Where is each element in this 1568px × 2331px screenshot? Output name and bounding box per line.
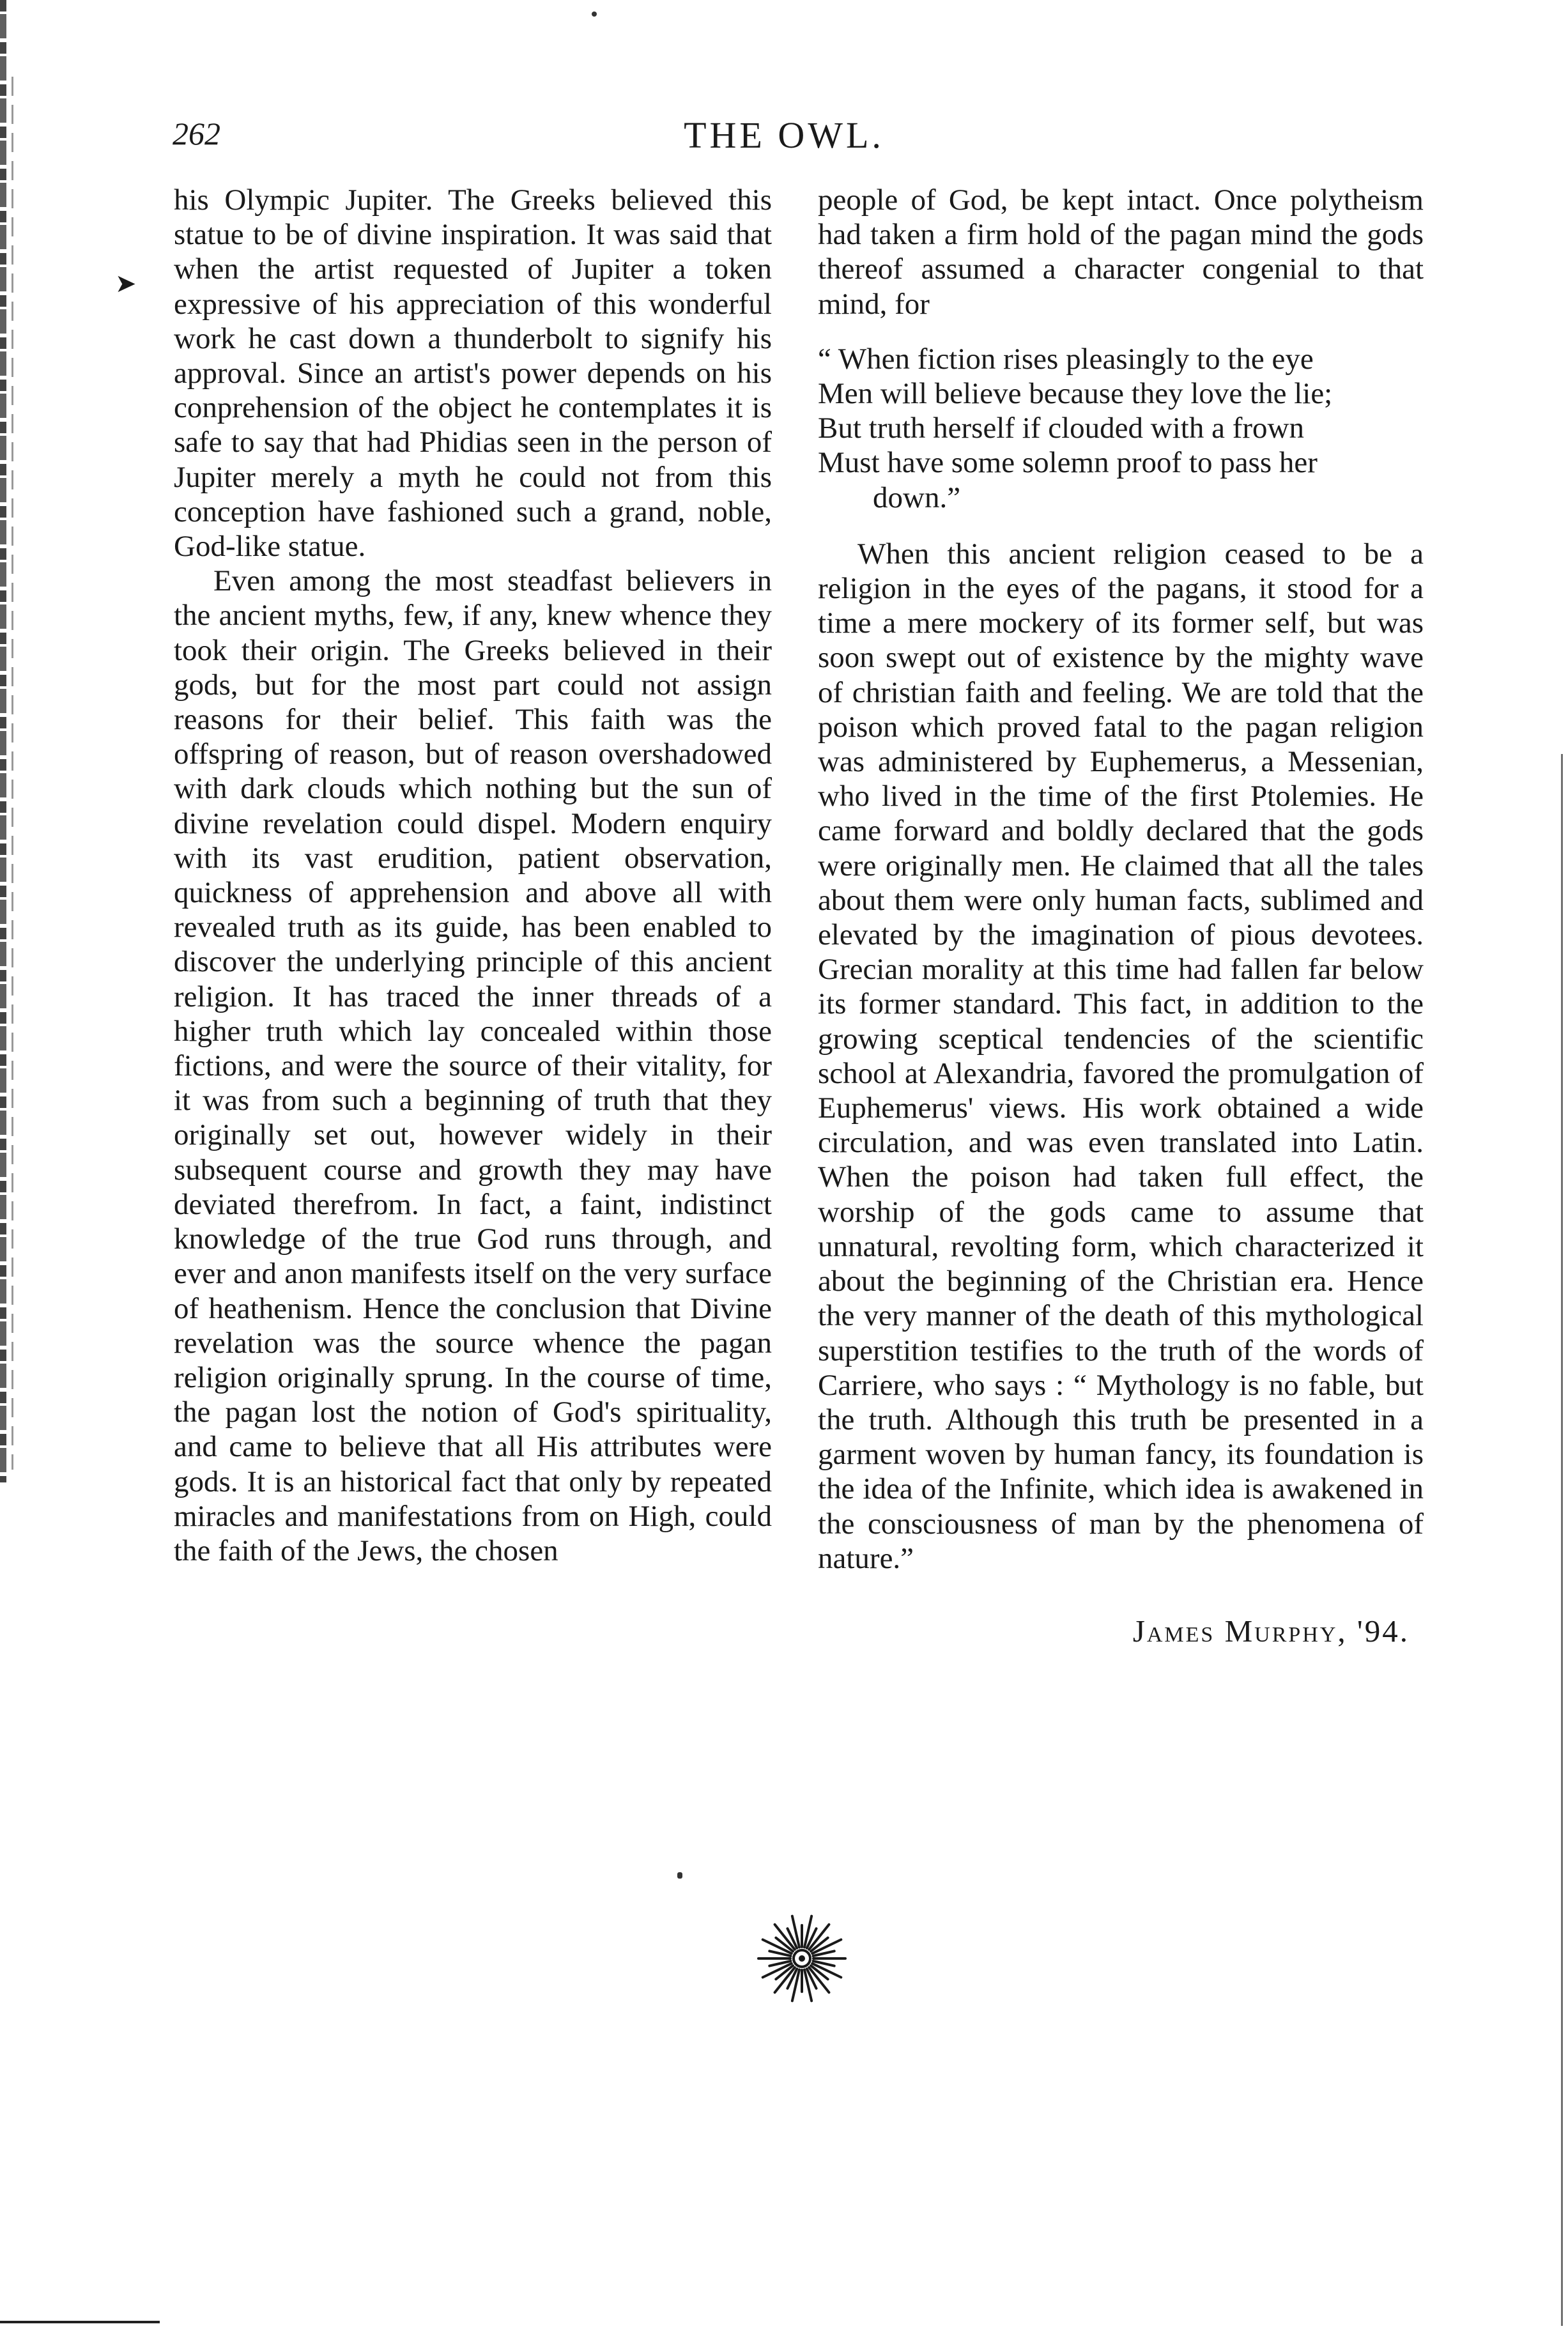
quoted-verse <box>818 342 1424 515</box>
print-speck <box>592 12 597 17</box>
verse-line: But truth herself if clouded with a frown <box>818 412 1304 445</box>
verse-line: down.” <box>873 481 961 514</box>
verse-line: “ When fiction rises pleasingly to the eye <box>818 342 1314 376</box>
page-scan-edge <box>0 0 6 1482</box>
left-column <box>174 183 772 1568</box>
running-title: THE OWL. <box>684 114 884 156</box>
bottom-rule <box>0 2321 160 2323</box>
page-right-edge <box>1561 754 1563 2326</box>
paragraph: people of God, be kept intact. Once polytheism had taken a firm hold of the pagan mind the gods thereof assumed a character congenial to that mind, for <box>818 183 1424 321</box>
paragraph: When this ancient religion ceased to be a religion in the eyes of the pagans, it stood for a time a mere mockery of its former self, but was soon swept out of existence by the mighty wave of christian faith and feeling. We are told that the poison which proved fatal to the pagan religion was administered by Euphemerus, a Messenian, who lived in the time of the first Ptolemies. He came forward and boldly declared that the gods were originally men. He claimed that all the tales about them were only human facts, sublimed and elevated by the imagination of pious devotees. Grecian morality at this time had fallen far below its former standard. This fact, in addition to the growing sceptical tendencies of the scientific school at Alexandria, favored the promulgation of Euphemerus' views. His work obtained a wide circulation, and was even translated into Latin. When the poison had taken full effect, the worship of the gods came to assume that unnatural, revolting form, which characterized it about the beginning of the Christian era. Hence the very manner of the death of this mythological superstition testifies to the truth of the words of Carriere, who says : “ Mythology is no fable, but the truth. Although this truth be presented in a garment woven by human fancy, its foundation is the idea of the Infinite, which idea is awakened in the consciousness of man by the phenomena of nature.” <box>818 537 1424 1575</box>
verse-line: Men will believe because they love the lie; <box>818 377 1333 411</box>
author-signature: James Murphy, '94. <box>1132 1613 1410 1649</box>
margin-mark-icon: ➤ <box>115 269 137 298</box>
verse-line: Must have some solemn proof to pass her <box>818 446 1318 480</box>
paragraph: his Olympic Jupiter. The Greeks believed this statue to be of divine inspiration. It was said that when the artist requested of Jupiter a token expressive of his appreciation of this wonderful work he cast down a thunderbolt to signify his approval. Since an artist's power depends on his conprehension of the object he contemplates it is safe to say that had Phidias seen in the person of Jupiter merely a myth he could not from this conception have fashioned such a grand, noble, God-like statue. <box>174 183 772 564</box>
print-speck <box>677 1872 682 1879</box>
paragraph: Even among the most steadfast believers in the ancient myths, few, if any, knew whence they took their origin. The Greeks believed in their gods, but for the most part could not assign reasons for their belief. This faith was the offspring of reason, but of reason overshadowed with dark clouds which nothing but the sun of divine revelation could dispel. Modern enquiry with its vast erudition, patient observation, quickness of apprehension and above all with revealed truth as its guide, has been enabled to discover the underlying principle of this ancient religion. It has traced the inner threads of a higher truth which lay concealed within those fictions, and were the source of their vitality, for it was from such a beginning of truth that they originally set out, however widely in their subsequent course and growth they may have deviated therefrom. In fact, a faint, indistinct knowledge of the true God runs through, and ever and anon manifests itself on the very surface of heathenism. Hence the conclusion that Divine revelation was the source whence the pagan religion originally sprung. In the course of time, the pagan lost the notion of God's spirituality, and came to believe that all His attributes were gods. It is an historical fact that only by repeated miracles and manifestations from on High, could the faith of the Jews, the chosen <box>174 564 772 1567</box>
sunburst-ornament-icon <box>754 1911 850 2006</box>
right-column <box>818 183 1424 1649</box>
page-number: 262 <box>173 116 220 151</box>
page-scan-edge-shadow <box>12 77 13 1470</box>
